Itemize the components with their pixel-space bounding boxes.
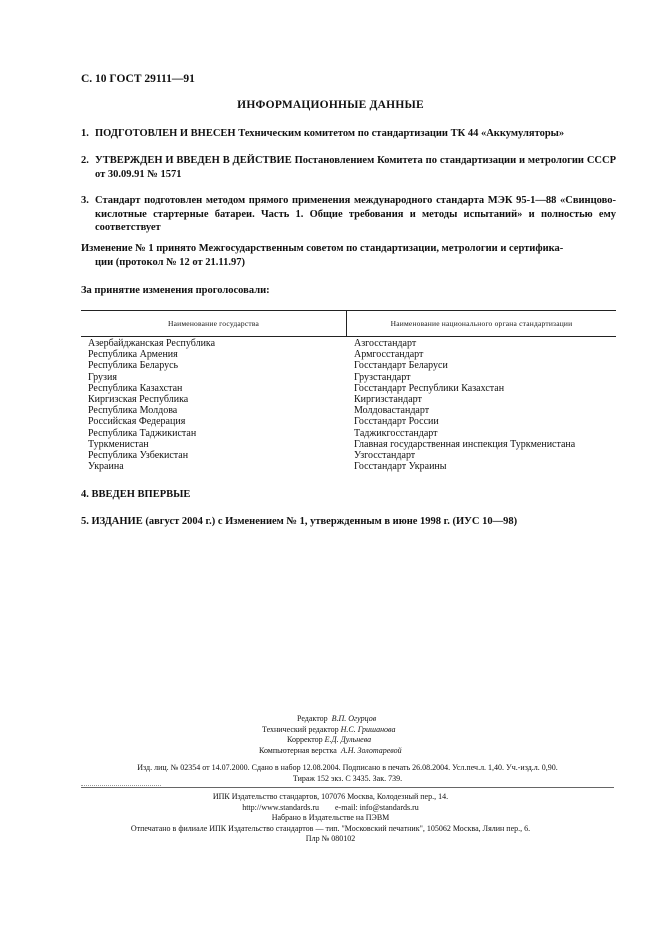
- credit-layout: Компьютерная верстка А.Н. Золотаревой: [259, 745, 402, 755]
- publisher-info: [0, 792, 661, 845]
- table-cell-state: Республика Беларусь: [88, 360, 179, 372]
- table-cell-body: Армгосстандарт: [354, 349, 424, 361]
- state-column: [88, 338, 215, 472]
- imprint-line-2: Тираж 152 экз. С 3435. Зак. 739.: [292, 774, 403, 783]
- table-cell-body: Молдовастандарт: [354, 405, 430, 417]
- separator-dotted: [81, 785, 161, 786]
- item-4-released: 4. ВВЕДЕН ВПЕРВЫЕ: [81, 489, 191, 500]
- table-cell-state: Киргизская Республика: [88, 394, 189, 406]
- amendment-line-1: Изменение № 1 принято Межгосударственным советом по стандартизации, метрологии и сертифика-: [81, 243, 564, 254]
- item-text: Техническим комитетом по стандартизации ТК 44 «Аккумуляторы»: [238, 128, 565, 139]
- table-cell-state: Российская Федерация: [88, 416, 186, 428]
- table-cell-body: Киргизстандарт: [354, 394, 422, 406]
- table-top-rule: [81, 310, 616, 311]
- amendment-line-2: ции (протокол № 12 от 21.11.97): [95, 256, 245, 268]
- imprint-line-1: Изд. лиц. № 02354 от 14.07.2000. Сдано в набор 12.08.2004. Подписано в печать 26.08.2004. Усл.печ.л. 1,40. Уч.-изд.л. 0,90.: [137, 763, 558, 772]
- table-cell-state: Республика Армения: [88, 349, 178, 361]
- table-cell-body: Госстандарт Беларуси: [354, 360, 448, 372]
- column-header-state: Наименование государства: [167, 319, 259, 328]
- item-text: Стандарт подготовлен методом прямого применения международного стандарта МЭК 95-1—88 «Свинцово-кислотные стартерные батареи. Часть 1. Общие требования и методы испытаний» и полностью ему соответствует: [95, 195, 616, 233]
- table-cell-state: Республика Казахстан: [88, 382, 183, 394]
- publisher-line-4: Отпечатано в филиале ИПК Издательство стандартов — тип. "Московский печатник", 105062 Москва, Лялин пер., 6.: [130, 823, 531, 833]
- standards-body-column: [354, 338, 575, 472]
- info-item-1: [81, 127, 616, 141]
- table-cell-state: Азербайджанская Республика: [88, 338, 216, 349]
- table-cell-state: Украина: [88, 461, 124, 473]
- table-cell-state: Республика Таджикистан: [88, 427, 197, 439]
- publisher-line-3: Набрано в Издательстве на ПЭВМ: [271, 813, 390, 823]
- table-cell-state: Республика Молдова: [88, 405, 178, 417]
- publisher-line-1: ИПК Издательство стандартов, 107076 Москва, Колодезный пер., 14.: [212, 792, 449, 801]
- item-number: 1.: [81, 128, 89, 139]
- voted-label: За принятие изменения проголосовали:: [81, 285, 270, 296]
- table-cell-body: Таджикгосстандарт: [354, 427, 438, 439]
- item-number: 3.: [81, 195, 89, 206]
- column-header-body: Наименование национального органа стандартизации: [390, 319, 573, 328]
- item-number: 2.: [81, 155, 89, 166]
- table-cell-state: Туркменистан: [88, 438, 149, 450]
- table-cell-body: Госстандарт России: [354, 416, 439, 428]
- publisher-web: http://www.standards.ru e-mail: info@standards.ru: [242, 802, 419, 812]
- page-header: С. 10 ГОСТ 29111—91: [81, 73, 195, 85]
- item-text: Постановлением Комитета по стандартизации и метрологии СССР от 30.09.91 № 1571: [95, 155, 617, 180]
- item-lead: ПОДГОТОВЛЕН И ВНЕСЕН: [95, 128, 236, 139]
- table-cell-body: Узгосстандарт: [354, 450, 416, 462]
- table-cell-body: Главная государственная инспекция Туркменистана: [354, 438, 576, 450]
- amendment-note: [81, 242, 616, 269]
- table-cell-body: Азгосстандарт: [354, 338, 417, 349]
- item-lead: УТВЕРЖДЕН И ВВЕДЕН В ДЕЙСТВИЕ: [95, 155, 292, 166]
- credit-editor: Редактор В.П. Огурцов: [297, 714, 377, 723]
- credit-tech-editor: Технический редактор Н.С. Гришанова: [262, 724, 396, 734]
- separator-rule: [81, 787, 614, 788]
- section-title: ИНФОРМАЦИОННЫЕ ДАННЫЕ: [237, 99, 424, 111]
- info-item-2: [81, 154, 616, 181]
- credit-proofreader: Корректор Е.Д. Дульнева: [287, 735, 372, 744]
- table-header-rule: [81, 336, 616, 337]
- table-cell-body: Грузстандарт: [354, 371, 411, 383]
- table-cell-state: Республика Узбекистан: [88, 450, 189, 462]
- item-5-edition: 5. ИЗДАНИЕ (август 2004 г.) с Изменением № 1, утвержденным в июне 1998 г. (ИУС 10—98): [81, 516, 518, 527]
- info-item-3: [81, 194, 616, 235]
- table-cell-body: Госстандарт Республики Казахстан: [354, 382, 505, 394]
- print-imprint: [81, 762, 614, 784]
- table-cell-body: Госстандарт Украины: [354, 461, 447, 473]
- publisher-line-5: Плр № 080102: [305, 834, 356, 844]
- table-cell-state: Грузия: [88, 371, 117, 383]
